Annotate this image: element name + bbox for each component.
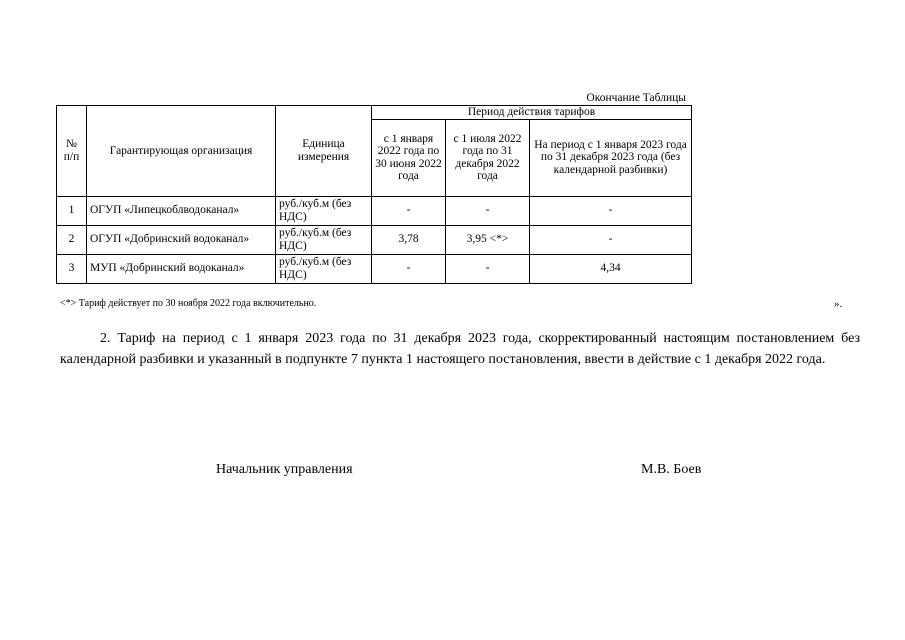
header-org: Гарантирующая организация <box>87 106 276 197</box>
header-num: № п/п <box>57 106 87 197</box>
cell-num: 3 <box>57 254 87 283</box>
cell-period-3: - <box>530 225 692 254</box>
header-period-1: с 1 января 2022 года по 30 июня 2022 года <box>372 119 446 196</box>
table-row <box>57 196 692 225</box>
cell-num: 2 <box>57 225 87 254</box>
cell-period-3: - <box>530 196 692 225</box>
header-period-2: с 1 июля 2022 года по 31 декабря 2022 года <box>446 119 530 196</box>
table-caption: Окончание Таблицы <box>586 92 686 104</box>
tariff-table <box>56 105 692 284</box>
table-row <box>57 225 692 254</box>
cell-period-3: 4,34 <box>530 254 692 283</box>
header-period: Период действия тарифов <box>372 106 692 120</box>
cell-unit: руб./куб.м (без НДС) <box>276 225 372 254</box>
cell-period-1: 3,78 <box>372 225 446 254</box>
cell-unit: руб./куб.м (без НДС) <box>276 196 372 225</box>
cell-period-2: - <box>446 254 530 283</box>
paragraph-2: 2. Тариф на период с 1 января 2023 года по 31 декабря 2023 года, скорректированный настоящим постановлением без календарной разбивки и указанный в подпункте 7 пункта 1 настоящего постановления, ввести в действие с 1 декабря 2022 года. <box>60 331 860 367</box>
header-period-3: На период с 1 января 2023 года по 31 декабря 2023 года (без календарной разбивки) <box>530 119 692 196</box>
signatory-name: М.В. Боев <box>641 462 702 477</box>
cell-org: МУП «Добринский водоканал» <box>87 254 276 283</box>
cell-num: 1 <box>57 196 87 225</box>
signatory-position: Начальник управления <box>216 462 353 477</box>
cell-unit: руб./куб.м (без НДС) <box>276 254 372 283</box>
cell-period-2: 3,95 <*> <box>446 225 530 254</box>
cell-period-1: - <box>372 196 446 225</box>
cell-period-1: - <box>372 254 446 283</box>
header-unit: Единица измерения <box>276 106 372 197</box>
cell-period-2: - <box>446 196 530 225</box>
closing-quote: ». <box>834 298 843 310</box>
table-row <box>57 254 692 283</box>
cell-org: ОГУП «Липецкоблводоканал» <box>87 196 276 225</box>
cell-org: ОГУП «Добринский водоканал» <box>87 225 276 254</box>
footnote: <*> Тариф действует по 30 ноября 2022 года включительно. <box>60 298 317 309</box>
